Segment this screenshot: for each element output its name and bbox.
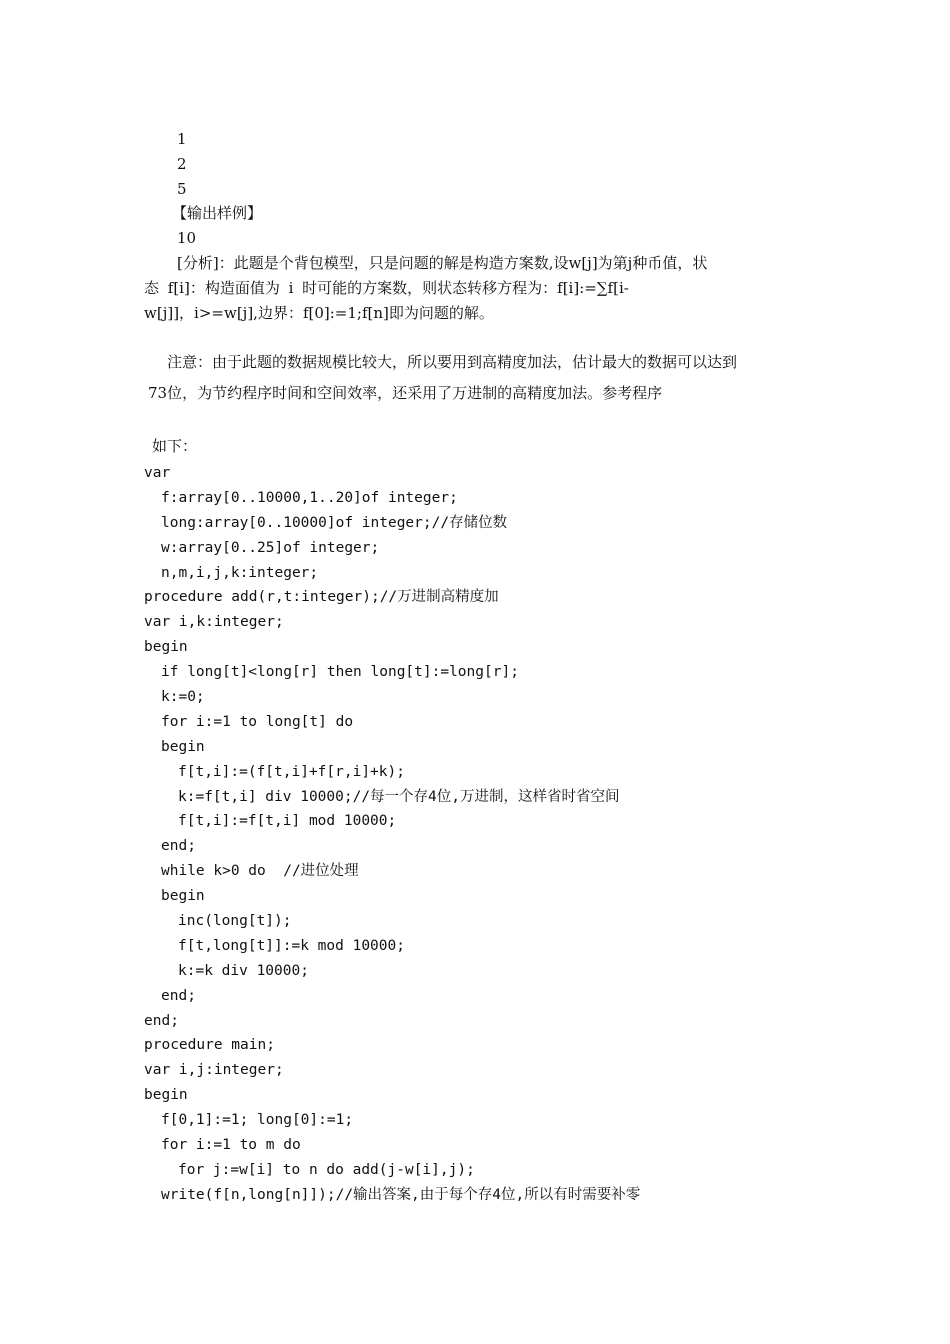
code-line: f[t,i]:=f[t,i] mod 10000; — [178, 813, 397, 830]
code-line: w:array[0..25]of integer; — [161, 539, 380, 556]
code-line: inc(long[t]); — [178, 913, 292, 930]
sample-input-line: 2 — [177, 155, 187, 173]
analysis-line: [分析]：此题是个背包模型，只是问题的解是构造方案数,设w[j]为第j种币值，状 — [177, 254, 708, 272]
note-line: 如下： — [152, 437, 198, 455]
code-line: end; — [144, 1012, 179, 1029]
code-line: end; — [161, 838, 196, 855]
note-line: 73位，为节约程序时间和空间效率，还采用了万进制的高精度加法。参考程序 — [148, 384, 663, 402]
code-line: var i,k:integer; — [144, 614, 284, 631]
code-line: long:array[0..10000]of integer;//存储位数 — [161, 514, 508, 531]
code-line: k:=k div 10000; — [178, 962, 309, 979]
code-line: procedure add(r,t:integer);//万进制高精度加 — [144, 589, 499, 606]
code-line: var i,j:integer; — [144, 1062, 284, 1079]
code-line: begin — [161, 888, 205, 905]
code-line: for j:=w[i] to n do add(j-w[i],j); — [178, 1161, 475, 1178]
code-line: n,m,i,j,k:integer; — [161, 564, 319, 581]
code-listing — [144, 461, 640, 1208]
code-line: k:=f[t,i] div 10000;//每一个存4位,万进制，这样省时省空间 — [178, 788, 620, 805]
code-line: while k>0 do //进位处理 — [161, 863, 359, 880]
code-line: write(f[n,long[n]]);//输出答案,由于每个存4位,所以有时需要补零 — [161, 1186, 641, 1203]
sample-output-value: 10 — [177, 229, 197, 247]
sample-output-heading: 【输出样例】 — [172, 204, 263, 222]
code-line: f:array[0..10000,1..20]of integer; — [161, 489, 458, 506]
code-line: var — [144, 465, 171, 481]
analysis-line: 态 f[i]：构造面值为 i 时可能的方案数，则状态转移方程为：f[i]:=∑f[i- — [144, 279, 629, 297]
note-line: 注意：由于此题的数据规模比较大，所以要用到高精度加法，估计最大的数据可以达到 — [167, 353, 738, 371]
code-line: f[t,long[t]]:=k mod 10000; — [178, 937, 405, 954]
sample-input-line: 1 — [177, 130, 187, 148]
code-line: end; — [161, 987, 196, 1004]
code-line: procedure main; — [144, 1037, 275, 1054]
code-line: k:=0; — [161, 689, 205, 706]
code-line: f[0,1]:=1; long[0]:=1; — [161, 1112, 354, 1129]
sample-input-line: 5 — [177, 180, 187, 198]
code-line: for i:=1 to long[t] do — [161, 713, 354, 730]
code-line: for i:=1 to m do — [161, 1137, 301, 1154]
code-line: begin — [144, 639, 188, 656]
code-line: begin — [161, 738, 205, 755]
code-line: f[t,i]:=(f[t,i]+f[r,i]+k); — [178, 763, 405, 780]
code-line: begin — [144, 1087, 188, 1104]
code-line: if long[t]<long[r] then long[t]:=long[r]; — [161, 664, 519, 681]
analysis-line: w[j]]，i>=w[j],边界：f[0]:=1;f[n]即为问题的解。 — [144, 304, 494, 322]
